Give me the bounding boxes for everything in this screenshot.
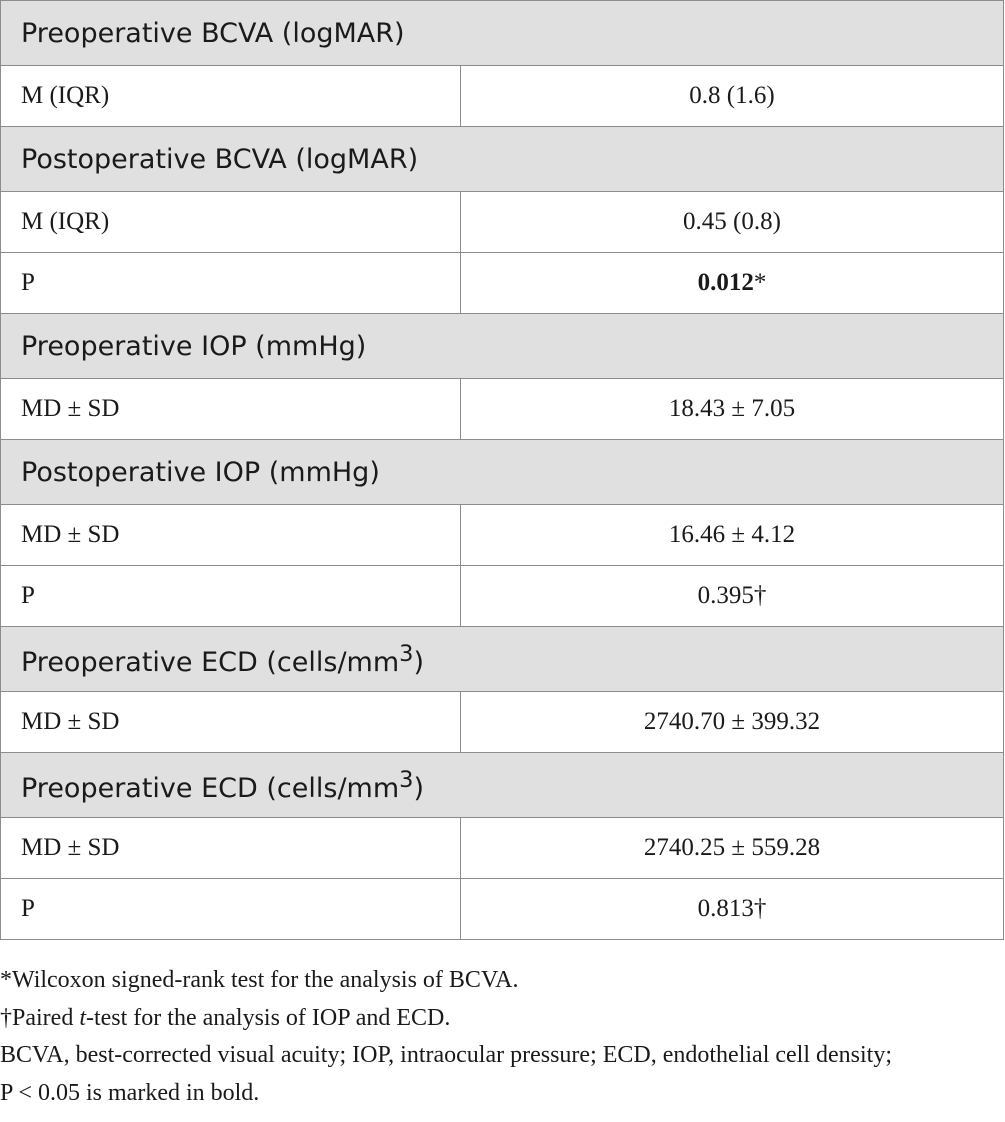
significance-marker: * [753,269,767,296]
table-row [1,192,1004,253]
section-header-row [1,627,1004,692]
row-label: M (IQR) [1,192,461,253]
superscript: 3 [399,640,414,667]
row-label: P [1,879,461,940]
row-label: P [1,566,461,627]
table-row [1,879,1004,940]
row-value: 2740.70 ± 399.32 [461,692,1004,753]
footnote-abbreviations: BCVA, best-corrected visual acuity; IOP, intraocular pressure; ECD, endothelial cell density; [0,1042,892,1068]
section-header: Preoperative BCVA (logMAR) [1,1,1004,66]
section-header-row [1,314,1004,379]
footnote-paired-t-test [0,1000,1004,1038]
footnote-wilcoxon: *Wilcoxon signed-rank test for the analysis of BCVA. [0,967,519,993]
section-header-row [1,753,1004,818]
table-row [1,566,1004,627]
table-row [1,818,1004,879]
table-row [1,253,1004,314]
row-label: P [1,253,461,314]
table-footnotes [0,962,1004,1112]
section-header-text: ) [413,772,425,804]
row-value: 18.43 ± 7.05 [461,379,1004,440]
footnote-significance: P < 0.05 is marked in bold. [0,1079,260,1106]
significant-p-value: 0.012 [697,269,754,296]
row-label: MD ± SD [1,379,461,440]
table-row [1,505,1004,566]
footnote-italic-t: t [79,1004,86,1031]
section-header [1,627,1004,692]
row-label: MD ± SD [1,692,461,753]
section-header-text: Preoperative ECD (cells/mm [21,772,400,804]
row-value: 0.813† [461,879,1004,940]
section-header: Postoperative BCVA (logMAR) [1,127,1004,192]
row-value: 2740.25 ± 559.28 [461,818,1004,879]
section-header [1,753,1004,818]
row-value: 16.46 ± 4.12 [461,505,1004,566]
row-label: MD ± SD [1,505,461,566]
row-value: 0.8 (1.6) [461,66,1004,127]
p-value-cell [461,253,1004,314]
section-header-row [1,1,1004,66]
footnote-text: -test for the analysis of IOP and ECD. [85,1004,451,1031]
section-header-text: ) [413,646,425,678]
section-header-row [1,440,1004,505]
row-value: 0.45 (0.8) [461,192,1004,253]
row-label: MD ± SD [1,818,461,879]
section-header: Postoperative IOP (mmHg) [1,440,1004,505]
footnote-text: †Paired [0,1004,80,1031]
section-header-row [1,127,1004,192]
table-row [1,379,1004,440]
table-row [1,66,1004,127]
table-row [1,692,1004,753]
superscript: 3 [399,766,414,793]
section-header-text: Preoperative ECD (cells/mm [21,646,400,678]
row-value: 0.395† [461,566,1004,627]
row-label: M (IQR) [1,66,461,127]
section-header: Preoperative IOP (mmHg) [1,314,1004,379]
